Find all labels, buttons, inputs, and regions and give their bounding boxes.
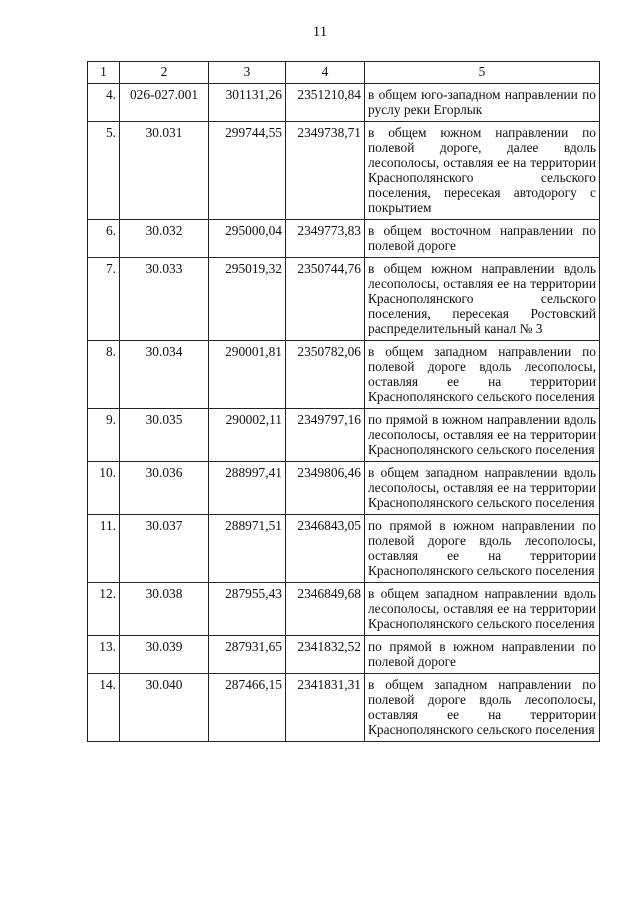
row-number-cell: 4.	[88, 84, 120, 122]
point-code-cell: 30.040	[120, 674, 209, 742]
y-coordinate-cell: 2349773,83	[286, 220, 365, 258]
description-cell: по прямой в южном направлении по полевой дороге вдоль лесополосы, оставляя ее на территории Краснополянского сельского поселения	[365, 515, 600, 583]
point-code-cell: 30.036	[120, 462, 209, 515]
description-cell: в общем южном направлении вдоль лесополосы, оставляя ее на территории Краснополянского сельского поселения, пересекая Ростовский распределительный канал № 3	[365, 258, 600, 341]
x-coordinate-cell: 288997,41	[209, 462, 286, 515]
row-number-cell: 14.	[88, 674, 120, 742]
table-row	[88, 583, 600, 636]
y-coordinate-cell: 2341831,31	[286, 674, 365, 742]
description-cell: по прямой в южном направлении по полевой дороге	[365, 636, 600, 674]
row-number-cell: 10.	[88, 462, 120, 515]
point-code-cell: 30.039	[120, 636, 209, 674]
description-cell: в общем восточном направлении по полевой дороге	[365, 220, 600, 258]
y-coordinate-cell: 2350744,76	[286, 258, 365, 341]
header-cell-4: 4	[286, 62, 365, 84]
x-coordinate-cell: 295019,32	[209, 258, 286, 341]
y-coordinate-cell: 2351210,84	[286, 84, 365, 122]
y-coordinate-cell: 2346849,68	[286, 583, 365, 636]
table-row	[88, 341, 600, 409]
table-row	[88, 84, 600, 122]
description-cell: в общем южном направлении по полевой дороге, далее вдоль лесополосы, оставляя ее на территории Краснополянского сельского поселения, пересекая автодорогу с покрытием	[365, 122, 600, 220]
table-row	[88, 462, 600, 515]
page-number: 11	[312, 24, 328, 40]
description-cell: в общем юго-западном направлении по руслу реки Егорлык	[365, 84, 600, 122]
header-cell-1: 1	[88, 62, 120, 84]
table-row	[88, 515, 600, 583]
header-cell-3: 3	[209, 62, 286, 84]
y-coordinate-cell: 2349806,46	[286, 462, 365, 515]
x-coordinate-cell: 290002,11	[209, 409, 286, 462]
header-row	[88, 62, 600, 84]
y-coordinate-cell: 2350782,06	[286, 341, 365, 409]
point-code-cell: 30.031	[120, 122, 209, 220]
row-number-cell: 7.	[88, 258, 120, 341]
row-number-cell: 6.	[88, 220, 120, 258]
description-cell: в общем западном направлении вдоль лесополосы, оставляя ее на территории Краснополянского сельского поселения	[365, 583, 600, 636]
x-coordinate-cell: 299744,55	[209, 122, 286, 220]
point-code-cell: 30.032	[120, 220, 209, 258]
table-row	[88, 258, 600, 341]
point-code-cell: 026-027.001	[120, 84, 209, 122]
table-row	[88, 122, 600, 220]
row-number-cell: 13.	[88, 636, 120, 674]
point-code-cell: 30.035	[120, 409, 209, 462]
row-number-cell: 5.	[88, 122, 120, 220]
x-coordinate-cell: 287931,65	[209, 636, 286, 674]
x-coordinate-cell: 288971,51	[209, 515, 286, 583]
point-code-cell: 30.037	[120, 515, 209, 583]
header-cell-2: 2	[120, 62, 209, 84]
table-row	[88, 220, 600, 258]
y-coordinate-cell: 2346843,05	[286, 515, 365, 583]
y-coordinate-cell: 2341832,52	[286, 636, 365, 674]
point-code-cell: 30.034	[120, 341, 209, 409]
x-coordinate-cell: 287955,43	[209, 583, 286, 636]
row-number-cell: 9.	[88, 409, 120, 462]
y-coordinate-cell: 2349738,71	[286, 122, 365, 220]
row-number-cell: 11.	[88, 515, 120, 583]
table-row	[88, 409, 600, 462]
row-number-cell: 8.	[88, 341, 120, 409]
description-cell: в общем западном направлении по полевой дороге вдоль лесополосы, оставляя ее на территории Краснополянского сельского поселения	[365, 674, 600, 742]
table-row	[88, 674, 600, 742]
table-row	[88, 636, 600, 674]
description-cell: по прямой в южном направлении вдоль лесополосы, оставляя ее на территории Краснополянского сельского поселения	[365, 409, 600, 462]
description-cell: в общем западном направлении по полевой дороге вдоль лесополосы, оставляя ее на территории Краснополянского сельского поселения	[365, 341, 600, 409]
header-cell-5: 5	[365, 62, 600, 84]
x-coordinate-cell: 290001,81	[209, 341, 286, 409]
x-coordinate-cell: 301131,26	[209, 84, 286, 122]
point-code-cell: 30.033	[120, 258, 209, 341]
y-coordinate-cell: 2349797,16	[286, 409, 365, 462]
description-cell: в общем западном направлении вдоль лесополосы, оставляя ее на территории Краснополянского сельского поселения	[365, 462, 600, 515]
x-coordinate-cell: 287466,15	[209, 674, 286, 742]
boundary-table	[87, 61, 600, 742]
point-code-cell: 30.038	[120, 583, 209, 636]
x-coordinate-cell: 295000,04	[209, 220, 286, 258]
row-number-cell: 12.	[88, 583, 120, 636]
